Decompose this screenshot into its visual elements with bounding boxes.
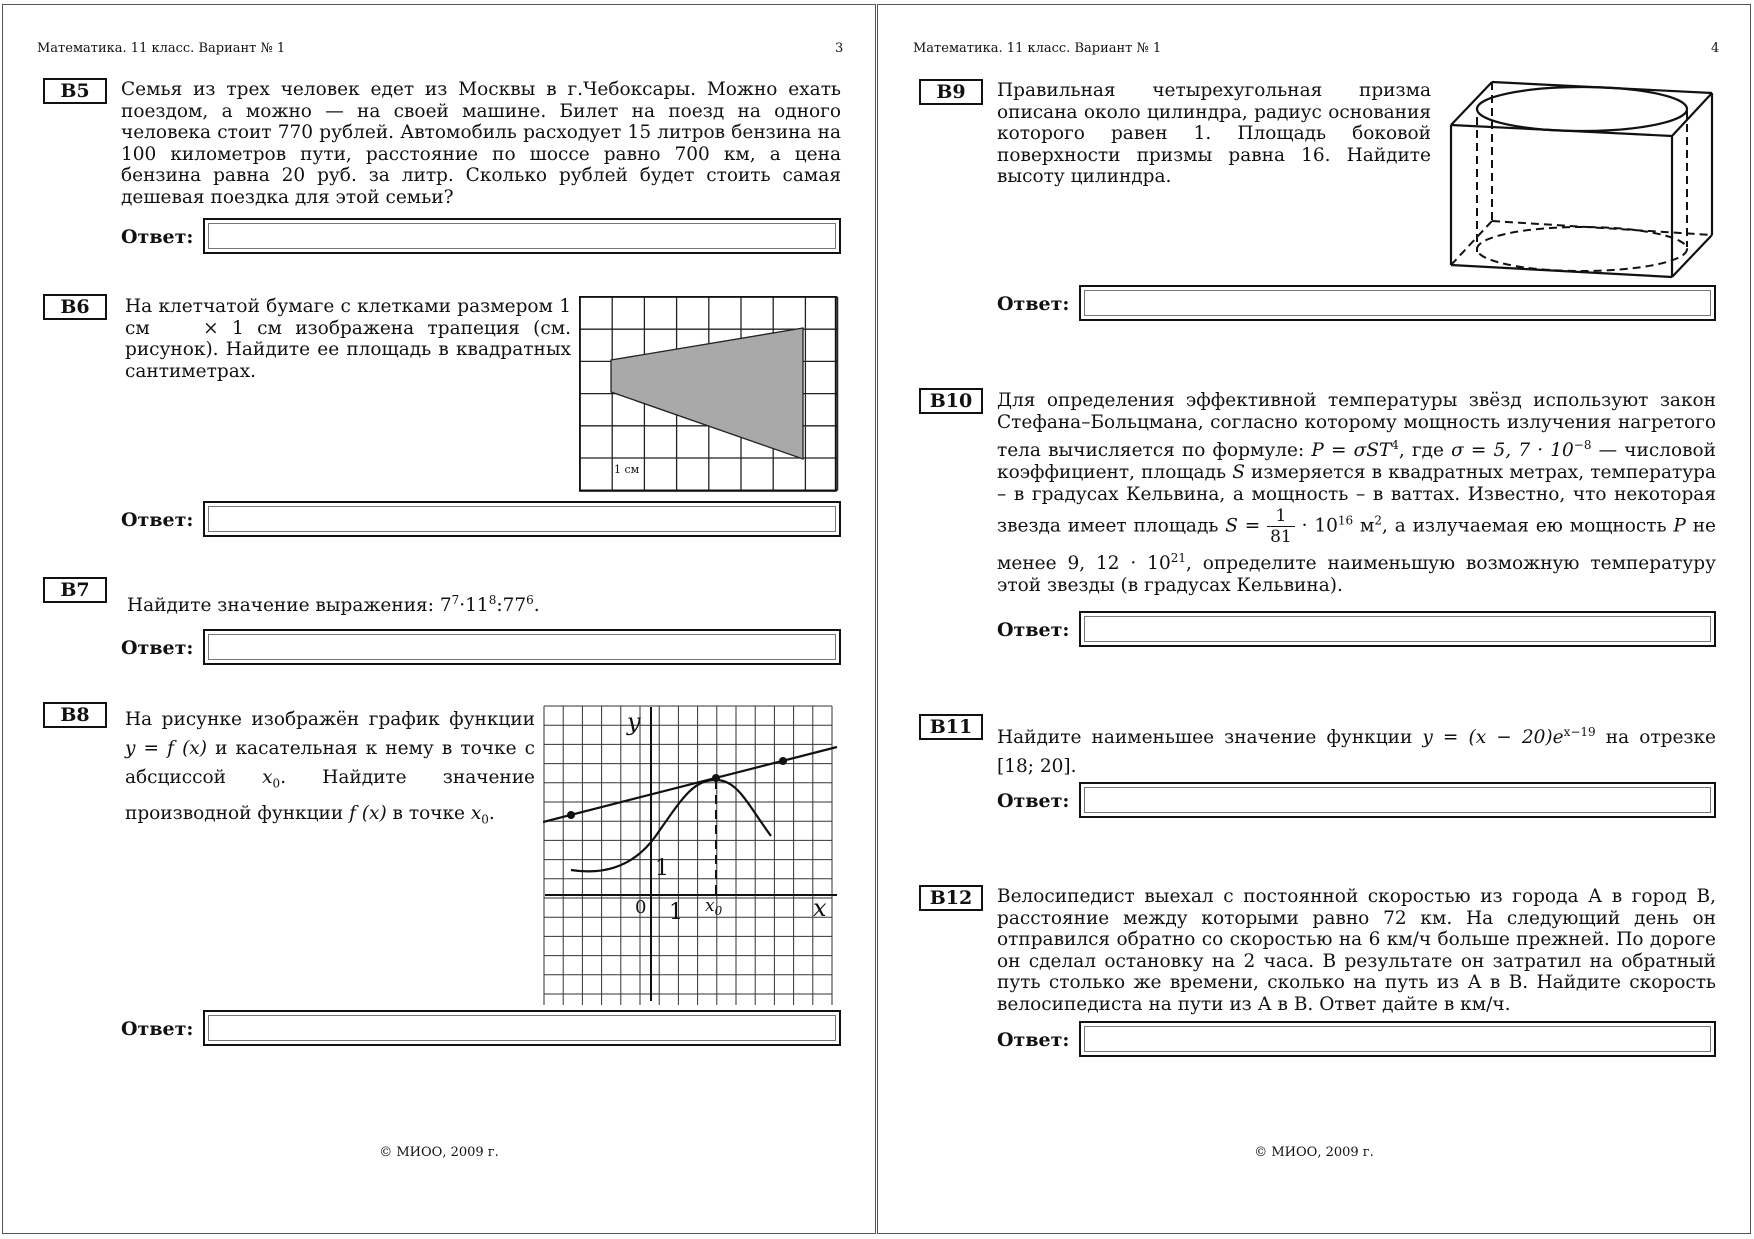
answer-box-b7[interactable] xyxy=(203,629,841,665)
answer-box-b6[interactable] xyxy=(203,501,841,537)
problem-b8-text: На рисунке изображён график функции y = f (x) и касательная к нему в точке с абсциссой $x_0$. Найдите значение производной функции f (x) в точке $x_0$. xyxy=(125,709,536,827)
problem-tag-b11: B11 xyxy=(919,714,983,740)
answer-box-b5[interactable] xyxy=(203,218,841,254)
function-curve xyxy=(571,780,771,871)
answer-box-b8[interactable] xyxy=(203,1010,841,1046)
y-axis-label: y xyxy=(627,708,641,736)
cylinder-bottom xyxy=(1477,227,1687,271)
problem-tag-b6: B6 xyxy=(43,294,107,320)
cylinder-top xyxy=(1477,87,1687,131)
problem-b10-text: Для определения эффективной температуры звёзд используют закон Стефана–Больцмана, согласно которому мощность излучения нагретого тела вычисляется по формуле: P = σST$^4$, где σ = 5, $7 \cdot 10^{-8}$ — числовой коэффициент, площадь S измеряется в квадратных метрах, температура – в градусах Кельвина, а мощность – в ваттах. Известно, что некоторая звезда имеет площадь S = $\frac{1}{81}$ · $10^{16}$ $м^2$, а излучаемая ею мощность P не менее 9, $12 \cdot 10^{21}$, определите наименьшую возможную температуру этой звезды (в градусах Кельвина). xyxy=(997,390,1716,597)
page-header: Математика. 11 класс. Вариант № 1 xyxy=(913,41,1162,56)
answer-label-b7: Ответ: xyxy=(121,637,194,659)
answer-label-b5: Ответ: xyxy=(121,226,194,248)
problem-b11-text: Найдите наименьшее значение функции $y = (x - 20)e^{x-19}$ на отрезке [18; 20]. xyxy=(997,725,1716,778)
problem-b6-text: На клетчатой бумаге с клетками размером 1 см × 1 см изображена трапеция (см. рисунок). Найдите ее площадь в квадратных сантиметрах. xyxy=(125,296,571,382)
tangency-point xyxy=(712,774,720,782)
problem-tag-b7: B7 xyxy=(43,577,107,603)
function-graph-figure xyxy=(543,705,839,1005)
area-fraction: $\frac{1}{81}$ xyxy=(1267,506,1295,547)
problem-tag-b12: B12 xyxy=(919,885,983,911)
page-number: 3 xyxy=(835,41,844,56)
answer-label-b11: Ответ: xyxy=(997,790,1070,812)
tangent-point-right xyxy=(779,757,787,765)
page-footer: © МИОО, 2009 г. xyxy=(379,1145,499,1160)
problem-tag-b9: B9 xyxy=(919,79,983,105)
problem-tag-b5: B5 xyxy=(43,78,107,104)
x0-tick-label: $x_0$ xyxy=(705,896,723,918)
answer-label-b12: Ответ: xyxy=(997,1029,1070,1051)
trapezoid-grid-figure xyxy=(579,296,839,493)
unit-y-label: 1 xyxy=(655,856,669,881)
answer-box-b9[interactable] xyxy=(1079,285,1716,321)
unit-x-label: 1 xyxy=(669,900,683,925)
left-page xyxy=(2,4,876,1234)
problem-tag-b10: B10 xyxy=(919,388,983,414)
problem-b5-text: Семья из трех человек едет из Москвы в г.Чебоксары. Можно ехать поездом, а можно — на своей машине. Билет на поезд на одного человека стоит 770 рублей. Автомобиль расходует 15 литров бензина на 100 километров пути, расстояние по шоссе равно 700 км, а цена бензина равна 20 руб. за литр. Сколько рублей будет стоить самая дешевая поездка для этой семьи? xyxy=(121,79,841,208)
page-footer: © МИОО, 2009 г. xyxy=(1254,1145,1374,1160)
problem-b9-text: Правильная четырехугольная призма описана около цилиндра, радиус основания которого равен 1. Площадь боковой поверхности призмы равна 16. Найдите высоту цилиндра. xyxy=(997,80,1431,187)
grid-scale-label: 1 см xyxy=(614,463,640,476)
answer-box-b10[interactable] xyxy=(1079,611,1716,647)
origin-label: 0 xyxy=(635,897,647,918)
tangent-point-left xyxy=(567,811,575,819)
answer-box-b12[interactable] xyxy=(1079,1021,1716,1057)
answer-label-b8: Ответ: xyxy=(121,1018,194,1040)
answer-label-b10: Ответ: xyxy=(997,619,1070,641)
answer-label-b9: Ответ: xyxy=(997,293,1070,315)
tangent-line xyxy=(543,747,837,822)
right-page xyxy=(877,4,1751,1234)
problem-b7-text: Найдите значение выражения: $7^7\cdot 11^8:77^6$. xyxy=(127,593,540,617)
x-axis-label: x xyxy=(813,894,827,922)
answer-box-b11[interactable] xyxy=(1079,782,1716,818)
page-number: 4 xyxy=(1711,41,1720,56)
page-header: Математика. 11 класс. Вариант № 1 xyxy=(37,41,286,56)
problem-tag-b8: B8 xyxy=(43,702,107,728)
problem-b12-text: Велосипедист выехал с постоянной скоростью из города А в город В, расстояние между которыми равно 72 км. На следующий день он отправился обратно со скоростью на 6 км/ч больше прежней. По дороге он сделал остановку на 2 часа. В результате он затратил на обратный путь столько же времени, сколько на путь из А в В. Найдите скорость велосипедиста на пути из А в В. Ответ дайте в км/ч. xyxy=(997,886,1716,1015)
answer-label-b6: Ответ: xyxy=(121,509,194,531)
trapezoid xyxy=(611,328,803,459)
prism-cylinder-figure xyxy=(1444,77,1716,283)
